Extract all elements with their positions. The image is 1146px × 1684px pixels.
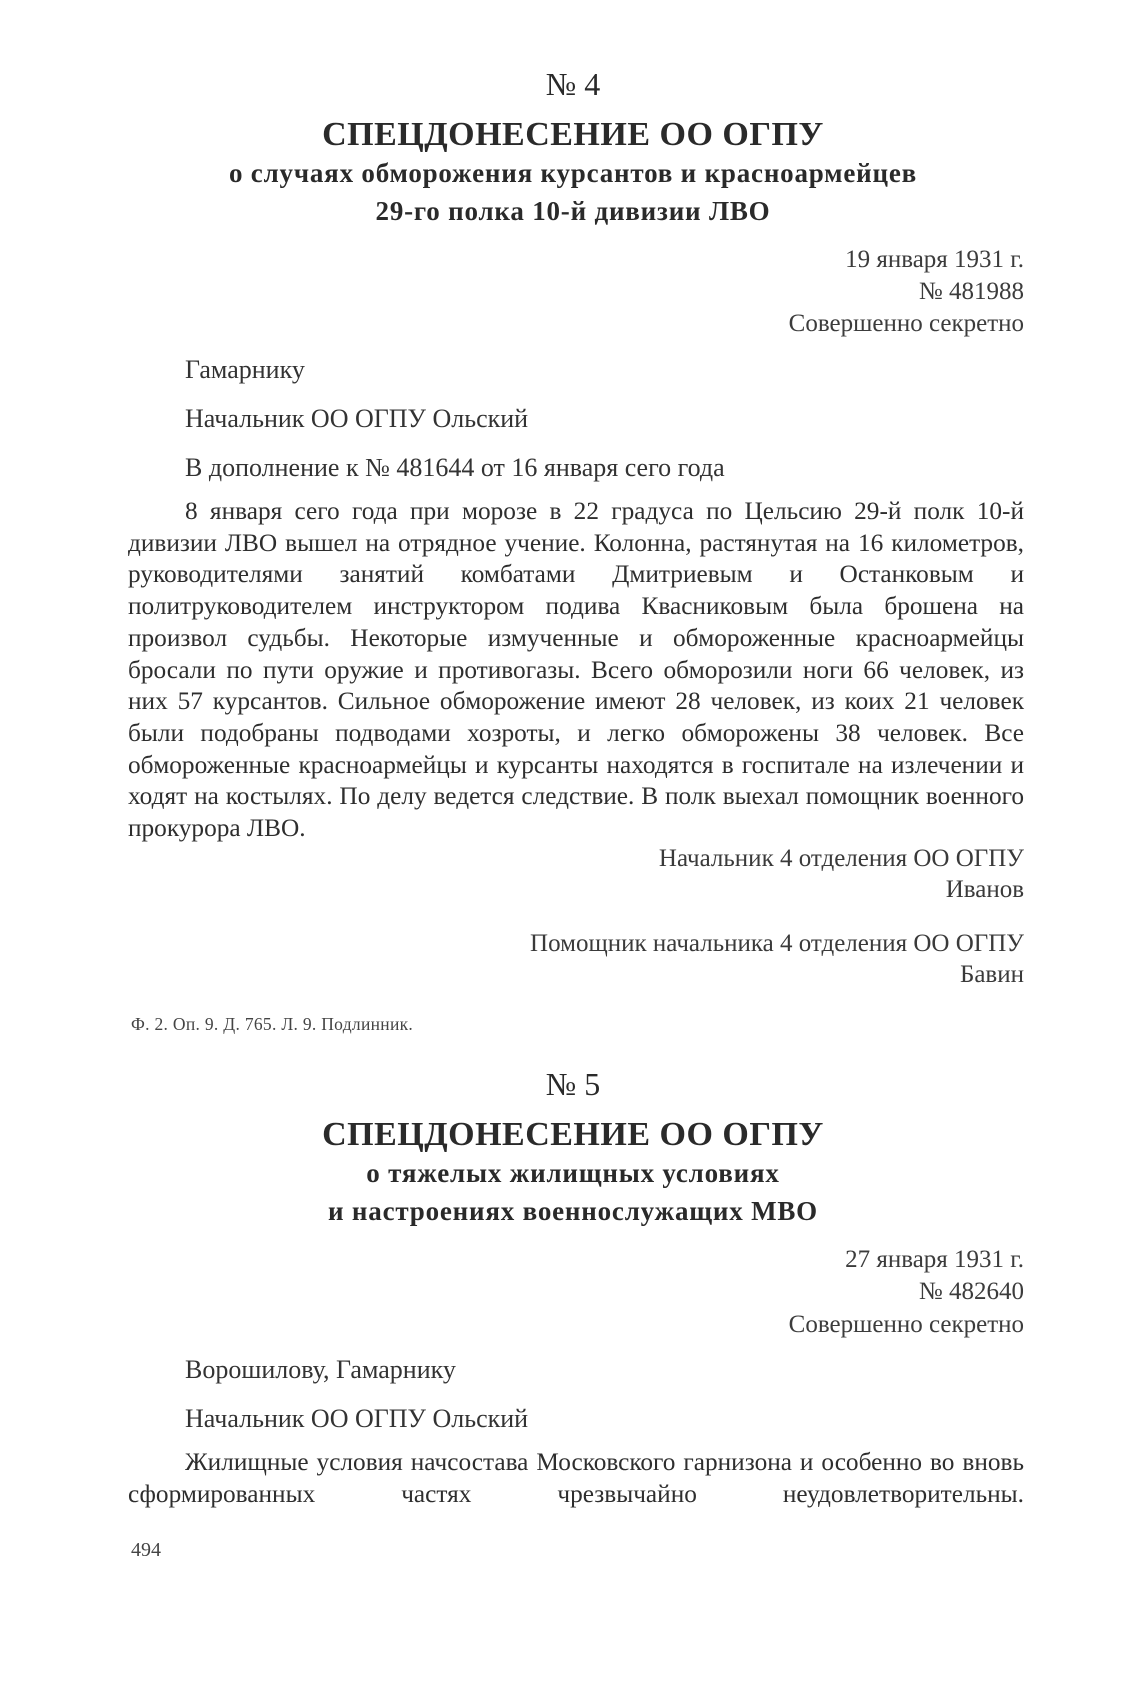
doc5-body-text: Жилищные условия начсостава Московского гарнизона и особенно во вновь сформированных частях чрезвычайно неудовлетворительны.: [128, 1448, 1024, 1508]
doc5-date: 27 января 1931 г.: [845, 1246, 1024, 1273]
doc4-signature-1-name: Иванов: [945, 876, 1024, 903]
doc4-signature-1-title: Начальник 4 отделения ОО ОГПУ: [658, 845, 1024, 872]
doc4-addressee: Гамарнику: [185, 355, 305, 384]
doc5-title: СПЕЦДОНЕСЕНИЕ ОО ОГПУ: [322, 1116, 824, 1153]
doc5-sender: Начальник ОО ОГПУ Ольский: [185, 1404, 529, 1433]
doc4-subtitle-2: 29-го полка 10-й дивизии ЛВО: [375, 196, 771, 226]
doc4-reference: В дополнение к № 481644 от 16 января сего года: [185, 453, 725, 482]
doc4-signature-1: [659, 843, 1024, 905]
doc5-classification: Совершенно секретно: [788, 1311, 1024, 1338]
doc5-addressee: Ворошилову, Гамарнику: [185, 1355, 456, 1384]
doc4-signature-2-title: Помощник начальника 4 отделения ОО ОГПУ: [530, 930, 1024, 957]
doc5-subtitle-2: и настроениях военнослужащих МВО: [328, 1196, 818, 1226]
doc4-signature-2: [530, 928, 1024, 990]
doc5-subtitle-1: о тяжелых жилищных условиях: [366, 1158, 780, 1188]
doc4-number: № 4: [545, 66, 601, 102]
doc4-classification: Совершенно секретно: [788, 310, 1024, 337]
doc5-body: [128, 1447, 1024, 1510]
doc5-number: № 5: [545, 1066, 601, 1102]
doc4-subtitle-1: о случаях обморожения курсантов и красноармейцев: [228, 158, 918, 188]
page-number: 494: [131, 1539, 161, 1561]
doc5-reg-number: № 482640: [918, 1278, 1024, 1305]
doc4-date: 19 января 1931 г.: [845, 246, 1024, 273]
doc4-body: [128, 496, 1024, 845]
doc4-signature-2-name: Бавин: [959, 961, 1024, 988]
doc4-archive-ref: Ф. 2. Оп. 9. Д. 765. Л. 9. Подлинник.: [131, 1014, 414, 1034]
doc4-sender: Начальник ОО ОГПУ Ольский: [185, 404, 529, 433]
doc4-title: СПЕЦДОНЕСЕНИЕ ОО ОГПУ: [322, 116, 824, 153]
doc4-reg-number: № 481988: [918, 278, 1024, 305]
doc4-body-text: 8 января сего года при морозе в 22 градуса по Цельсию 29-й полк 10-й дивизии ЛВО вышел на отрядное учение. Колонна, растянутая на 16 километров, руководителями занятий комбатами Дмитриевым и Останковым и политруководителем инструктором подива Квасниковым была брошена на произвол судьбы. Некоторые измученные и обмороженные красноармейцы бросали по пути оружие и противогазы. Всего обморозили ноги 66 человек, из них 57 курсантов. Сильное обморожение имеют 28 человек, из коих 21 человек были подобраны подводами хозроты, и легко обморожены 38 человек. Все обмороженные красноармейцы и курсанты находятся в госпитале на излечении и ходят на костылях. По делу ведется следствие. В полк выехал помощник военного прокурора ЛВО.: [128, 497, 1024, 843]
